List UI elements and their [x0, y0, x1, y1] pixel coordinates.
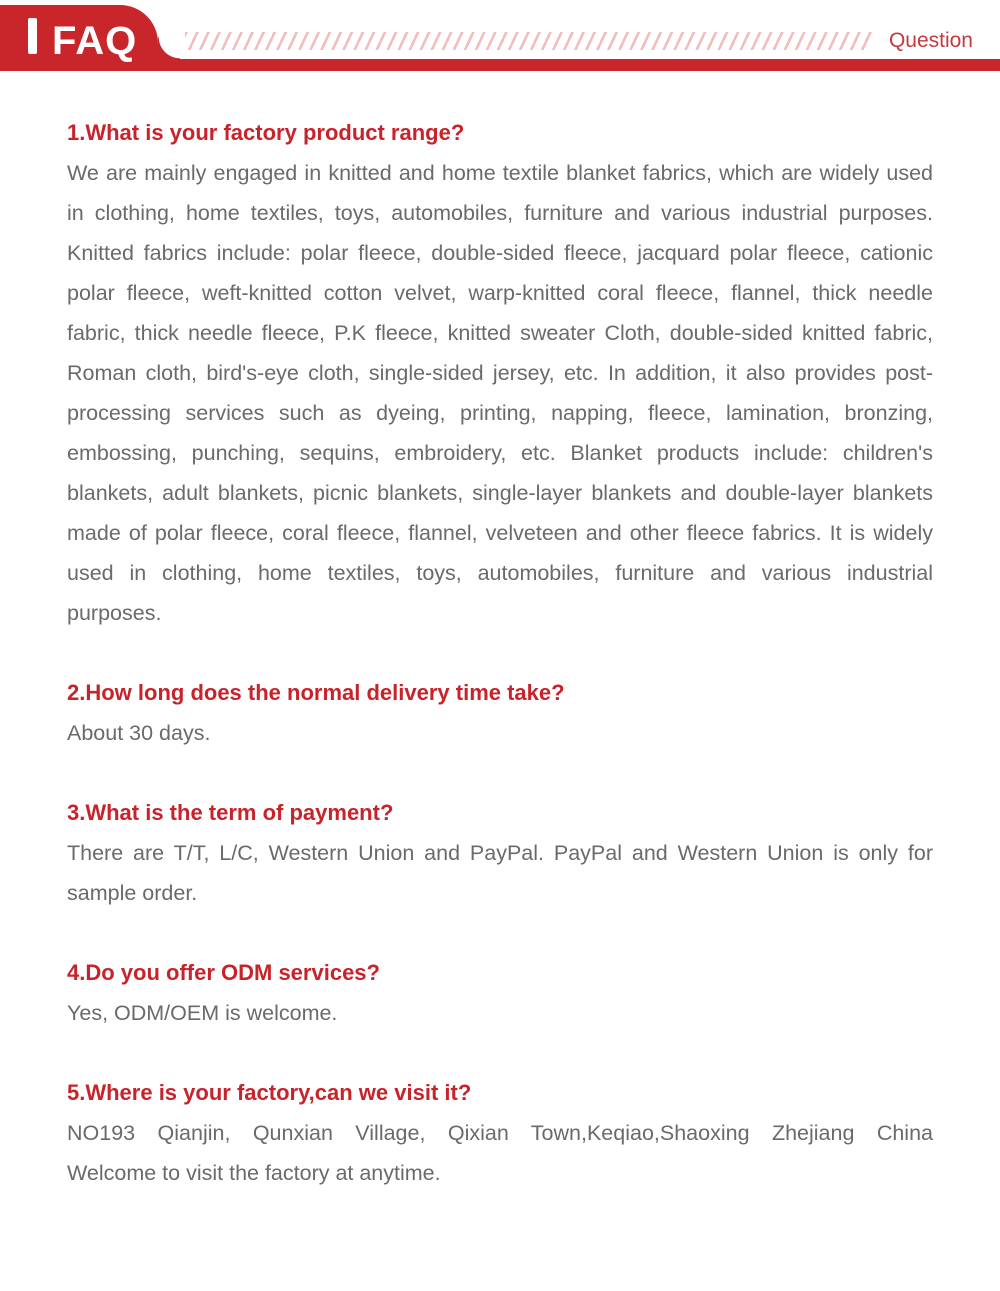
answer-2: About 30 days. — [67, 721, 211, 745]
answer-4: Yes, ODM/OEM is welcome. — [67, 1001, 338, 1025]
answer-3: There are T/T, L/C, Western Union and PayPal. PayPal and Western Union is only for sample order. — [67, 841, 933, 905]
question-2: 2.How long does the normal delivery time take? — [67, 680, 565, 705]
question-label: Question — [888, 29, 973, 52]
badge-tick-mark — [28, 18, 37, 54]
answer-1: We are mainly engaged in knitted and home textile blanket fabrics, which are widely used in clothing, home textiles, toys, automobiles, furniture and various industrial purposes. Knitted fabrics include: polar fleece, double-sided fleece, jacquard polar fleece, cationic polar fleece, weft-knitted cotton velvet, warp-knitted coral fleece, flannel, thick needle fabric, thick needle fleece, P.K fleece, knitted sweater Cloth, double-sided knitted fabric, Roman cloth, bird's-eye cloth, single-sided jersey, etc. In addition, it also provides post-processing services such as dyeing, printing, napping, fleece, lamination, bronzing, embossing, punching, sequins, embroidery, etc. Blanket products include: children's blankets, adult blankets, picnic blankets, single-layer blankets and double-layer blankets made of polar fleece, coral fleece, flannel, velveteen and other fleece fabrics. It is widely used in clothing, home textiles, toys, automobiles, furniture and various industrial purposes. — [67, 161, 933, 625]
question-5: 5.Where is your factory,can we visit it? — [67, 1080, 472, 1105]
badge-fillet — [158, 37, 180, 60]
faq-item-5 — [67, 1073, 933, 1193]
faq-item-2 — [67, 673, 933, 753]
faq-item-1 — [67, 113, 933, 633]
question-1: 1.What is your factory product range? — [67, 120, 465, 145]
answer-5-line-1: NO193 Qianjin, Qunxian Village, Qixian Town,Keqiao,Shaoxing Zhejiang China — [67, 1121, 933, 1145]
faq-item-4 — [67, 953, 933, 1033]
question-3: 3.What is the term of payment? — [67, 800, 394, 825]
faq-header — [0, 0, 1000, 72]
faq-badge-label: FAQ — [52, 19, 138, 63]
question-4: 4.Do you offer ODM services? — [67, 960, 380, 985]
faq-content — [0, 71, 1000, 1193]
faq-item-3 — [67, 793, 933, 913]
faq-badge — [0, 5, 158, 71]
diagonal-hatch-stripes — [185, 32, 872, 50]
answer-5-line-2: Welcome to visit the factory at anytime. — [67, 1161, 441, 1185]
